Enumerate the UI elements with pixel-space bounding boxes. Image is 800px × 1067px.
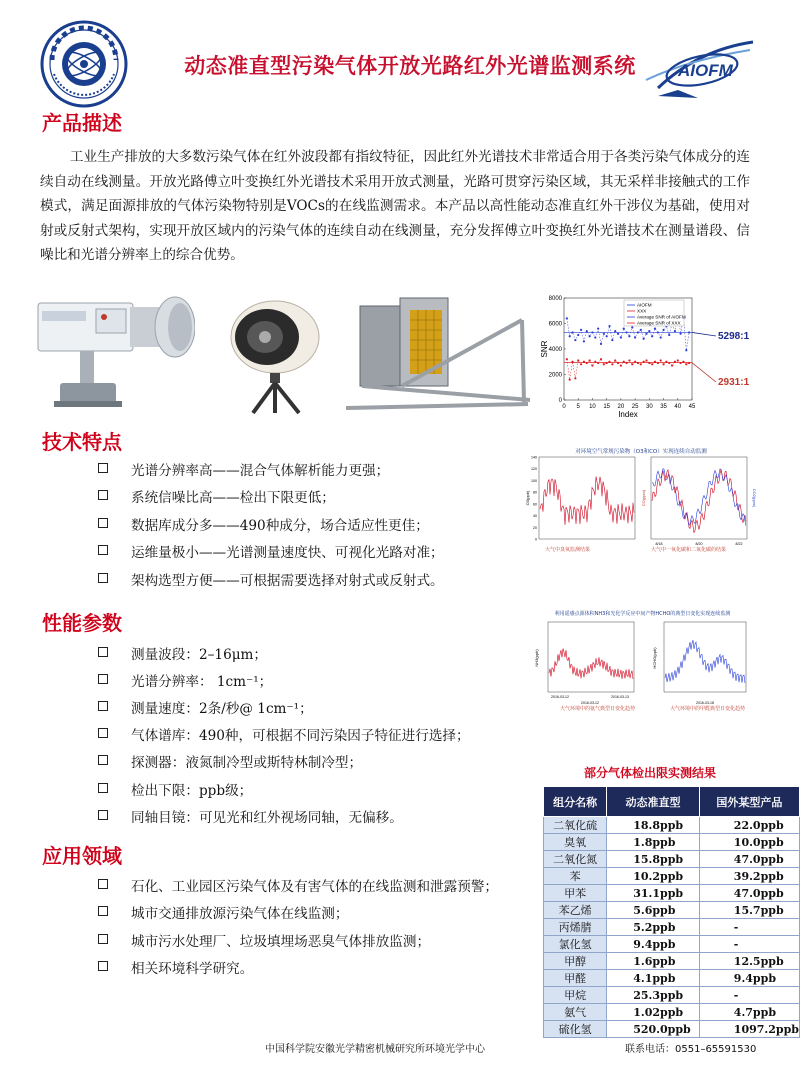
- snr-point: [606, 335, 608, 337]
- snr-point: [660, 359, 662, 361]
- gas-name-cell: 甲醛: [544, 970, 607, 987]
- footer-phone: 联系电话：0551–65591530: [625, 1044, 757, 1055]
- snr-label-high: 5298:1: [718, 331, 750, 342]
- applications-heading: 应用领域: [42, 844, 122, 868]
- snr-point: [637, 362, 639, 364]
- spec-item: 同轴目镜：可见光和红外视场同轴，无偏移。: [131, 809, 403, 826]
- dynamic-value-cell: 1.02ppb: [607, 1004, 700, 1021]
- spec-item: 气体谱库：490种，可根据不同污染因子特征进行选择；: [131, 728, 470, 745]
- snr-point: [631, 326, 633, 328]
- snr-point: [671, 364, 673, 366]
- foreign-value-cell: 12.5ppb: [699, 953, 799, 970]
- snr-point: [569, 335, 571, 337]
- snr-point: [668, 362, 670, 364]
- table-row: [544, 868, 800, 885]
- o3-ytick-label: 20: [533, 525, 537, 530]
- snr-point: [645, 359, 647, 361]
- snr-point: [603, 333, 605, 335]
- bullet-box: [98, 490, 108, 500]
- snr-point: [640, 363, 642, 365]
- co-xtick-label: 8/20: [695, 542, 703, 546]
- dynamic-value-cell: 10.2ppb: [607, 868, 700, 885]
- telescope-photo: [215, 295, 330, 415]
- description-heading: 产品描述: [42, 111, 122, 135]
- snr-point: [583, 340, 585, 342]
- snr-point: [617, 362, 619, 364]
- foreign-value-cell: 39.2ppb: [699, 868, 799, 885]
- snr-point: [685, 349, 687, 351]
- o3-ytick-label: 120: [531, 467, 537, 472]
- bullet-box: [98, 810, 108, 820]
- snr-point: [580, 329, 582, 331]
- gas-name-cell: 二氧化氮: [544, 851, 607, 868]
- snr-point: [631, 363, 633, 365]
- snr-xtick-label: 15: [603, 404, 611, 410]
- o3-left-panel: [539, 457, 635, 539]
- gas-name-cell: 苯: [544, 868, 607, 885]
- spec-item: 光谱分辨率： 1cm⁻¹；: [131, 674, 273, 691]
- snr-xtick-label: 20: [617, 404, 625, 410]
- features-heading: 技术特点: [42, 430, 122, 454]
- o3-caption-left: 大气中臭氧监测结果: [545, 547, 591, 553]
- snr-xtick-label: 35: [660, 404, 667, 410]
- snr-point: [589, 335, 591, 337]
- foreign-value-cell: -: [699, 987, 799, 1004]
- foreign-value-cell: 9.4ppb: [699, 970, 799, 987]
- spec-item: 检出下限：ppb级；: [131, 782, 253, 799]
- o3-ylabel: O3(ppb): [525, 490, 530, 506]
- snr-point: [600, 358, 602, 360]
- feature-item: 数据库成分多——490种成分，场合适应性更佳；: [131, 517, 429, 534]
- nh3-caption-left: 大气环境中的氨气典型日变化趋势: [560, 706, 636, 712]
- o3-ytick-label: 60: [533, 502, 537, 507]
- nh3-ylabel: NH3(ppb): [534, 649, 539, 667]
- description-body: 工业生产排放的大多数污染气体在红外波段都有指纹特征，因此红外光谱技术非常适合用于各类污染气体成分的连续自动在线测量。开放光路傅立叶变换红外光谱技术采用开放式测量，光路可贯穿污染区域，其无采样非接触式的工作模式，满足面源排放的气体污染物特别是VOCs的在线监测需求。本产品以高性能动态准直红外干涉仪为基础，使用对射或反射式架构，实现开放区域内的污染气体的连续自动在线测量，充分发挥傅立叶变换红外光谱技术在测量谱段、信噪比和光谱分辨率上的综合优势。: [40, 149, 750, 263]
- snr-xtick-label: 10: [589, 404, 596, 410]
- bullet-box: [98, 934, 108, 944]
- bullet-box: [98, 573, 108, 583]
- snr-point: [648, 362, 650, 364]
- retroreflector-photo: [342, 290, 532, 418]
- snr-point: [680, 333, 682, 335]
- snr-point: [640, 329, 642, 331]
- nh3-xtick-label: 2016-03-13: [611, 695, 629, 699]
- snr-point: [606, 362, 608, 364]
- o3-ytick-label: 100: [531, 478, 537, 483]
- detection-table: [543, 786, 800, 1038]
- bullet-box: [98, 647, 108, 657]
- snr-point: [577, 359, 579, 361]
- gas-name-cell: 二氧化硫: [544, 817, 607, 834]
- snr-point: [660, 336, 662, 338]
- snr-point: [620, 364, 622, 366]
- snr-point: [662, 329, 664, 331]
- co-xtick-label: 8/22: [735, 542, 743, 546]
- snr-point: [651, 363, 653, 365]
- nh3-hcho-chart: [530, 610, 755, 715]
- snr-point: [594, 336, 596, 338]
- snr-ytick-label: 6000: [548, 321, 562, 328]
- application-item: 相关环境科学研究。: [131, 960, 254, 977]
- bullet-box: [98, 906, 108, 916]
- snr-point: [614, 330, 616, 332]
- snr-xtick-label: 0: [562, 404, 566, 410]
- bullet-box: [98, 879, 108, 889]
- hcho-right-panel: [664, 622, 746, 692]
- snr-point: [677, 359, 679, 361]
- nh3-caption-right: 大气环境中的甲醛典型日变化趋势: [670, 706, 746, 712]
- snr-point: [586, 362, 588, 364]
- application-item: 城市交通排放源污染气体在线监测；: [131, 906, 349, 923]
- table-row: [544, 885, 800, 902]
- table-row: [544, 1004, 800, 1021]
- snr-point: [566, 358, 568, 360]
- o3-caption-right: 大气中一氧化碳和二氧化碳的结果: [651, 547, 727, 553]
- bullet-box: [98, 518, 108, 528]
- gas-name-cell: 甲醇: [544, 953, 607, 970]
- snr-point: [662, 363, 664, 365]
- nh3-left-panel: [548, 622, 634, 692]
- nh3-chart-title: 利用遥感点源体积NH3和光化学反应中间产物HCHO的典型日变化实现连续监测: [554, 611, 731, 617]
- snr-point: [651, 335, 653, 337]
- snr-point: [614, 359, 616, 361]
- spec-item: 测量波段：2–16μm；: [131, 647, 268, 663]
- snr-xtick-label: 45: [688, 404, 696, 410]
- dynamic-value-cell: 5.2ppb: [607, 919, 700, 936]
- snr-point: [654, 328, 656, 330]
- table-row: [544, 1021, 800, 1038]
- o3-chart-title: 对环境空气常规污染物（O3和CO）实现连续自动监测: [575, 449, 707, 455]
- hcho-xlabel: 2016-03-18: [696, 701, 714, 705]
- feature-item: 架构选型方便——可根据需要选择对射式或反射式。: [131, 572, 444, 589]
- feature-item: 运维量极小——光谱测量速度快、可视化光路对准；: [131, 545, 444, 562]
- table-row: [544, 817, 800, 834]
- gas-name-cell: 丙烯腈: [544, 919, 607, 936]
- o3-ytick-label: 0: [535, 537, 537, 542]
- snr-legend-label: Average SNR of AIOFM: [637, 314, 686, 320]
- snr-point: [623, 328, 625, 330]
- dynamic-value-cell: 9.4ppb: [607, 936, 700, 953]
- cas-logo: [40, 20, 128, 108]
- snr-point: [600, 343, 602, 345]
- snr-point: [611, 339, 613, 341]
- feature-item: 系统信噪比高——检出下限更低；: [131, 490, 335, 507]
- o3-ytick-label: 40: [533, 514, 537, 519]
- snr-point: [688, 362, 690, 364]
- specs-heading: 性能参数: [42, 611, 122, 635]
- bullet-box: [98, 545, 108, 555]
- snr-point: [586, 330, 588, 332]
- gas-name-cell: 甲苯: [544, 885, 607, 902]
- foreign-value-cell: 47.0ppb: [699, 851, 799, 868]
- foreign-value-cell: -: [699, 919, 799, 936]
- spec-item: 探测器：液氮制冷型或斯特林制冷型；: [131, 755, 363, 772]
- dynamic-value-cell: 25.3ppb: [607, 987, 700, 1004]
- snr-ytick-label: 4000: [548, 347, 562, 353]
- application-item: 城市污水处理厂、垃圾填埋场恶臭气体排放监测；: [131, 933, 431, 950]
- bullet-box: [98, 755, 108, 765]
- bullet-box: [98, 463, 108, 473]
- svg-text:AIOFM: AIOFM: [678, 61, 733, 80]
- bullet-box: [98, 701, 108, 711]
- gas-name-cell: 硫化氢: [544, 1021, 607, 1038]
- snr-point: [620, 336, 622, 338]
- foreign-value-cell: 47.0ppb: [699, 885, 799, 902]
- snr-xtick-label: 30: [645, 404, 653, 410]
- snr-point: [608, 325, 610, 327]
- table-row: [544, 970, 800, 987]
- co-ylabel: CO(ppm): [641, 489, 646, 507]
- snr-xtick-label: 25: [631, 404, 639, 410]
- foreign-value-cell: 1097.2ppb: [699, 1021, 799, 1038]
- co-xtick-label: 8/18: [655, 542, 663, 546]
- snr-ytick-label: 0: [558, 398, 562, 404]
- foreign-value-cell: 22.0ppb: [699, 817, 799, 834]
- dynamic-value-cell: 31.1ppb: [607, 885, 700, 902]
- snr-legend-label: AIOFM: [637, 302, 652, 308]
- snr-chart: [540, 292, 795, 427]
- table-header: 国外某型产品: [699, 787, 799, 817]
- table-row: [544, 936, 800, 953]
- gas-name-cell: 苯乙烯: [544, 902, 607, 919]
- snr-point: [589, 359, 591, 361]
- snr-point: [668, 334, 670, 336]
- snr-point: [574, 377, 576, 379]
- o3-ytick-label: 140: [531, 455, 537, 460]
- snr-point: [597, 328, 599, 330]
- table-row: [544, 953, 800, 970]
- snr-legend-label: XXX: [637, 308, 647, 314]
- table-row: [544, 919, 800, 936]
- o3-co-chart: [525, 447, 757, 567]
- detection-table-title: 部分气体检出限实测结果: [583, 766, 716, 780]
- snr-ytick-label: 2000: [548, 372, 562, 379]
- table-row: [544, 987, 800, 1004]
- gas-name-cell: 甲烷: [544, 987, 607, 1004]
- snr-point: [597, 362, 599, 364]
- snr-arrow-low: [692, 363, 716, 382]
- snr-ylabel: SNR: [540, 340, 549, 358]
- snr-point: [577, 334, 579, 336]
- snr-point: [643, 338, 645, 340]
- snr-point: [674, 330, 676, 332]
- snr-point: [634, 336, 636, 338]
- snr-arrow-high: [692, 332, 716, 336]
- snr-point: [580, 363, 582, 365]
- snr-xtick-label: 5: [576, 404, 580, 410]
- table-row: [544, 834, 800, 851]
- snr-xlabel: Index: [618, 410, 638, 419]
- nh3-xtick-label: 2016-03-12: [551, 695, 569, 699]
- bullet-box: [98, 961, 108, 971]
- snr-xtick-label: 40: [674, 404, 682, 410]
- dynamic-value-cell: 1.6ppb: [607, 953, 700, 970]
- aiofm-logo: [638, 30, 758, 100]
- dynamic-value-cell: 15.8ppb: [607, 851, 700, 868]
- footer-org: 中国科学院安徽光学精密机械研究所环境光学中心: [265, 1044, 485, 1055]
- table-row: [544, 851, 800, 868]
- foreign-value-cell: -: [699, 936, 799, 953]
- spec-item: 测量速度：2条/秒@ 1cm⁻¹；: [131, 701, 313, 718]
- snr-point: [574, 339, 576, 341]
- table-header: 动态准直型: [607, 787, 700, 817]
- dynamic-value-cell: 1.8ppb: [607, 834, 700, 851]
- snr-point: [628, 335, 630, 337]
- o3-right-panel: [651, 457, 747, 539]
- snr-point: [603, 363, 605, 365]
- snr-point: [680, 362, 682, 364]
- gas-name-cell: 氯化氢: [544, 936, 607, 953]
- dynamic-value-cell: 520.0ppb: [607, 1021, 700, 1038]
- bullet-box: [98, 728, 108, 738]
- co2-ylabel: CO2(ppm): [752, 488, 757, 508]
- bullet-box: [98, 783, 108, 793]
- o3-ytick-label: 80: [533, 490, 537, 495]
- snr-point: [685, 363, 687, 365]
- dynamic-value-cell: 4.1ppb: [607, 970, 700, 987]
- hcho-ylabel: HCHO(ppb): [652, 647, 657, 669]
- snr-point: [645, 333, 647, 335]
- gas-name-cell: 臭氧: [544, 834, 607, 851]
- snr-point: [657, 362, 659, 364]
- snr-point: [648, 330, 650, 332]
- snr-point: [617, 333, 619, 335]
- nh3-xlabel: 2016-03-12: [581, 701, 599, 705]
- snr-point: [591, 364, 593, 366]
- dynamic-value-cell: 5.6ppb: [607, 902, 700, 919]
- dynamic-value-cell: 18.8ppb: [607, 817, 700, 834]
- foreign-value-cell: 15.7ppb: [699, 902, 799, 919]
- gas-name-cell: 氨气: [544, 1004, 607, 1021]
- application-item: 石化、工业园区污染气体及有害气体的在线监测和泄露预警；: [131, 879, 499, 895]
- snr-point: [611, 363, 613, 365]
- snr-point: [628, 359, 630, 361]
- feature-item: 光谱分辨率高——混合气体解析能力更强；: [131, 463, 390, 479]
- snr-ytick-label: 8000: [548, 296, 562, 302]
- snr-legend-label: Average SNR of XXX: [637, 320, 681, 326]
- foreign-value-cell: 4.7ppb: [699, 1004, 799, 1021]
- table-header: 组分名称: [544, 787, 607, 817]
- instrument-photo: [30, 285, 195, 415]
- snr-point: [566, 317, 568, 319]
- snr-point: [569, 379, 571, 381]
- bullet-box: [98, 674, 108, 684]
- foreign-value-cell: 10.0ppb: [699, 834, 799, 851]
- snr-legend: [624, 300, 686, 326]
- table-row: [544, 902, 800, 919]
- page-title: 动态准直型污染气体开放光路红外光谱监测系统: [184, 54, 636, 78]
- snr-label-low: 2931:1: [718, 377, 750, 388]
- snr-point: [625, 362, 627, 364]
